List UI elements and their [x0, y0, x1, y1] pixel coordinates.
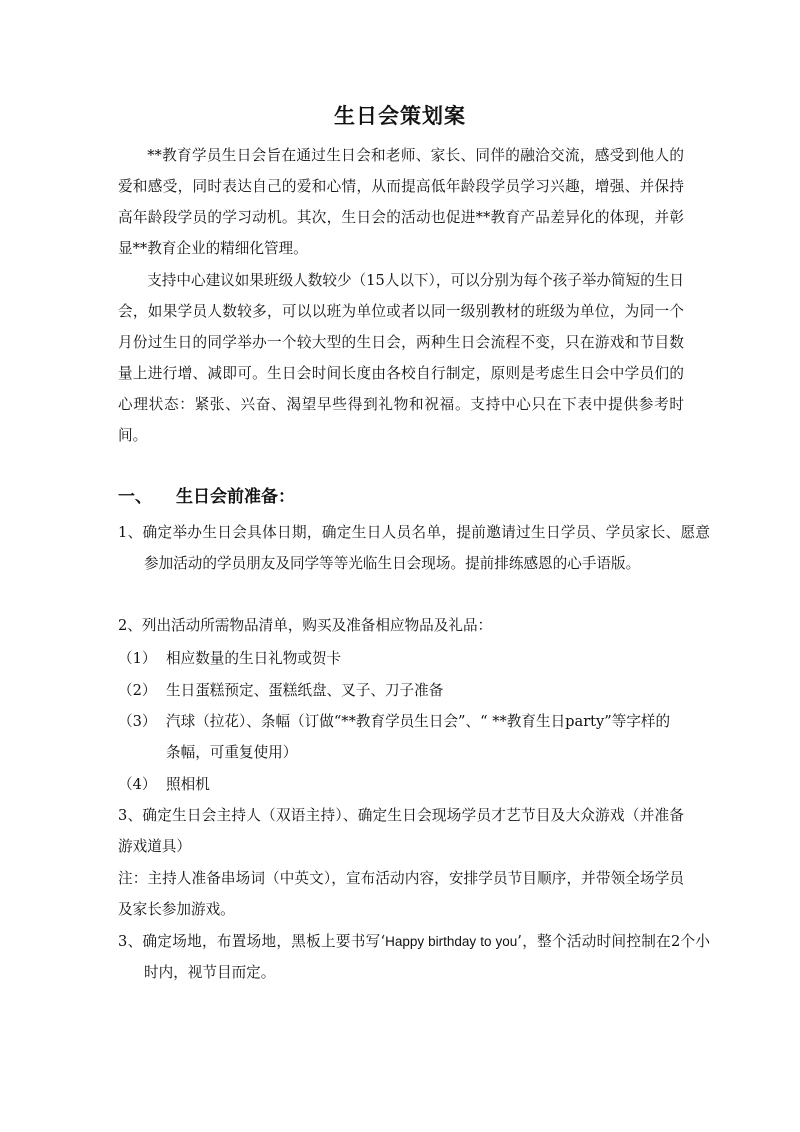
sub-item-2	[118, 675, 684, 706]
sub-item-text: 相应数量的生日礼物或贺卡	[166, 650, 342, 667]
venue-text-start: 3、确定场地，布置场地，黑板上要书写‘	[118, 933, 386, 950]
blackboard-greeting: Happy birthday to you	[385, 934, 518, 949]
sub-item-3	[118, 706, 684, 768]
document-title: 生日会策划案	[334, 104, 466, 128]
recommendation-paragraph: 支持中心建议如果班级人数较少（15人以下），可以分别为每个孩子举办简短的生日会，如果学员人数较多，可以以班为单位或者以同一级别教材的班级为单位，为同一个月份过生日的同学举办一个较大型的生日会，两种生日会流程不变，只在游戏和节目数量上进行增、减即可。生日会时间长度由各校自行制定，原则是考虑生日会中学员们的心理状态：紧张、兴奋、渴望早些得到礼物和祝福。支持中心只在下表中提供参考时间。	[118, 272, 684, 444]
sub-item-4	[118, 769, 684, 800]
sub-item-1	[118, 643, 684, 674]
sub-item-text: 汽球（拉花）、条幅（订做“**教育学员生日会”、“ **教育生日party”等字样的条幅，可重复使用）	[166, 713, 671, 761]
sub-item-marker: （2）	[118, 682, 157, 699]
sub-item-marker: （1）	[118, 650, 157, 667]
list-item-3-host: 3、确定生日会主持人（双语主持）、确定生日会现场学员才艺节目及大众游戏（并准备游戏道具）	[118, 807, 684, 855]
section-title: 生日会前准备：	[176, 487, 295, 507]
list-item-3-venue	[118, 926, 710, 988]
section-number: 一、	[118, 487, 152, 507]
list-item-1: 1、确定举办生日会具体日期，确定生日人员名单，提前邀请过生日学员、学员家长、愿意参加活动的学员朋友及同学等等光临生日会现场。提前排练感恩的心手语版。	[118, 524, 710, 572]
venue-text-end: ’，整个活动时间控制在2个小时内，视节目而定。	[144, 933, 710, 981]
host-note: 注：主持人准备串场词（中英文），宣布活动内容，安排学员节目顺序，并带领全场学员及家长参加游戏。	[118, 870, 684, 918]
sub-item-text: 照相机	[166, 776, 210, 793]
section-heading-preparation	[118, 482, 295, 507]
intro-paragraph: **教育学员生日会旨在通过生日会和老师、家长、同伴的融洽交流，感受到他人的爱和感受，同时表达自己的爱和心情，从而提高低年龄段学员学习兴趣，增强、并保持高年龄段学员的学习动机。其次，生日会的活动也促进**教育产品差异化的体现，并彰显**教育企业的精细化管理。	[118, 147, 684, 257]
sub-item-marker: （3）	[118, 713, 157, 730]
list-item-2: 2、列出活动所需物品清单，购买及准备相应物品及礼品：	[118, 617, 493, 634]
sub-item-text: 生日蛋糕预定、蛋糕纸盘、叉子、刀子准备	[166, 682, 444, 699]
sub-item-marker: （4）	[118, 776, 157, 793]
